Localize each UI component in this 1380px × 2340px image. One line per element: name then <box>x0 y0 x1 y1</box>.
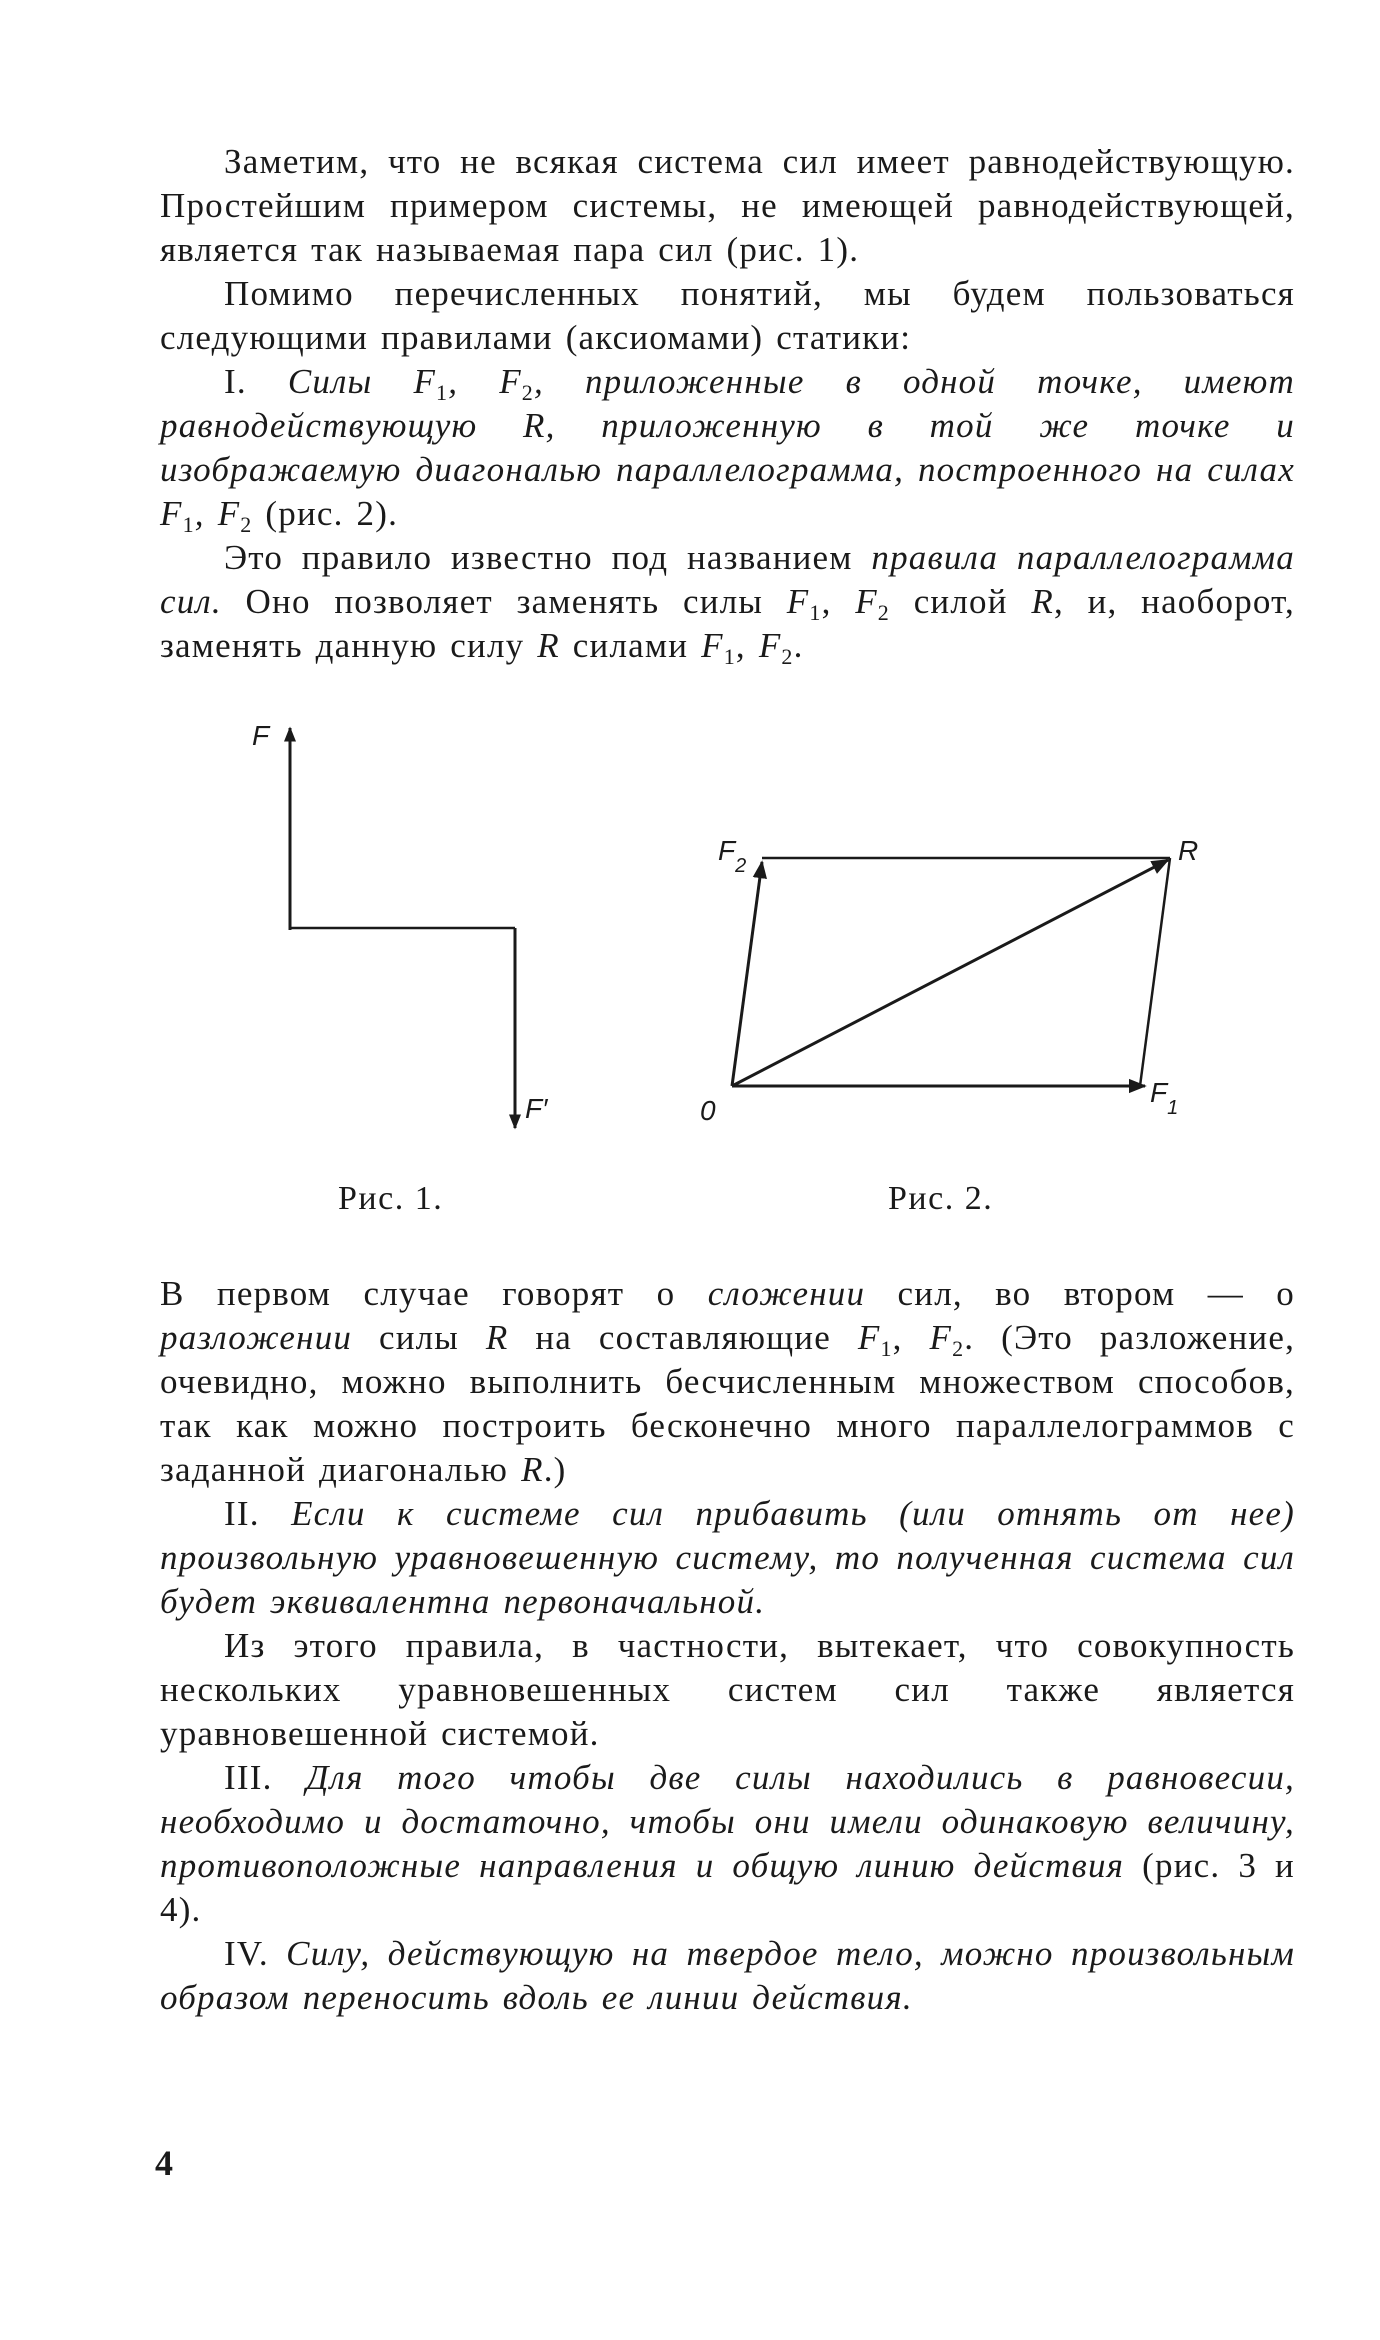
resultant-r-arrow <box>732 860 1168 1086</box>
figure-1-couple-of-forces <box>240 710 600 1150</box>
rule-number: III. <box>224 1758 273 1797</box>
label-origin: 0 <box>700 1095 716 1126</box>
paragraph-composition-decomposition: В первом случае говорят о сложении сил, во втором — о разложении силы R на составляющие $F_1$, $F_2$. (Это разложение, очевидно, можно выполнить бесчисленным множеством способов, так как можно построить бесконечно много параллелограммов с заданной диагональю R.) <box>160 1274 1296 1489</box>
label-f: F <box>252 720 270 751</box>
figure-2-caption: Рис. 2. <box>888 1180 994 1217</box>
force-f2-arrow <box>732 862 762 1086</box>
paragraph-axioms-intro: Помимо перечисленных понятий, мы будем пользоваться следующими правилами (аксиомами) статики: <box>160 274 1295 357</box>
paragraph-couple-of-forces: Заметим, что не всякая система сил имеет равнодействующую. Простейшим примером системы, не имеющей равнодействующей, является так называемая пара сил (рис. 1). <box>160 142 1295 269</box>
paragraph-rule-2-consequence: Из этого правила, в частности, вытекает, что совокупность нескольких уравновешенных систем сил также является уравновешенной системой. <box>160 1626 1295 1753</box>
paragraph-parallelogram-rule: Это правило известно под названием правила параллелограмма сил. Оно позволяет заменять силы $F_1$, $F_2$ силой R, и, наоборот, заменять данную силу R силами $F_1$, $F_2$. <box>160 538 1295 669</box>
paragraph-rule-1: I. Силы $F_1$, $F_2$, приложенные в одной точке, имеют равнодействующую R, приложенную в той же точке и изображаемую диагональю параллелограмма, построенного на силах $F_1$, $F_2$ (рис. 2). <box>160 362 1295 537</box>
paragraph-rule-2 <box>160 1492 1295 1624</box>
label-f2: $F_2$ <box>718 835 747 877</box>
label-f1: $F_1$ <box>1150 1077 1179 1119</box>
paragraph-rule-3: III. Для того чтобы две силы находились в равновесии, необходимо и достаточно, чтобы они имели одинаковую величину, противоположные направления и общую линию действия (рис. 3 и 4). <box>160 1758 1295 1929</box>
figure-1-caption: Рис. 1. <box>338 1180 444 1217</box>
paragraph-rule-4 <box>160 1932 1295 2020</box>
rule-text: Силы $F_1$, $F_2$, приложенные в одной точке, имеют равнодействующую R, приложенную в той же точке и изображаемую диагональю параллелограмма, построенного на силах $F_1$, $F_2$ <box>160 362 1295 537</box>
parallelogram-right-side <box>1140 858 1170 1086</box>
page-number: 4 <box>155 2143 173 2183</box>
rule-number: IV. <box>224 1934 269 1973</box>
label-f-prime: F′ <box>525 1093 548 1124</box>
rule-text: Для того чтобы две силы находились в равновесии, необходимо и достаточно, чтобы они имели одинаковую величину, противоположные направления и общую линию действия <box>160 1758 1295 1885</box>
rule-number: I. <box>224 362 247 401</box>
rule-number: II. <box>224 1494 260 1533</box>
label-r: R <box>1178 835 1199 866</box>
figure-2-parallelogram-of-forces <box>700 820 1240 1150</box>
rule-text: Силу, действующую на твердое тело, можно произвольным образом переносить вдоль ее линии действия. <box>160 1934 1296 2017</box>
rule-text: Если к системе сил прибавить (или отнять от нее) произвольную уравновешенную систему, то полученная система сил будет эквивалентна первоначальной. <box>160 1494 1296 1621</box>
